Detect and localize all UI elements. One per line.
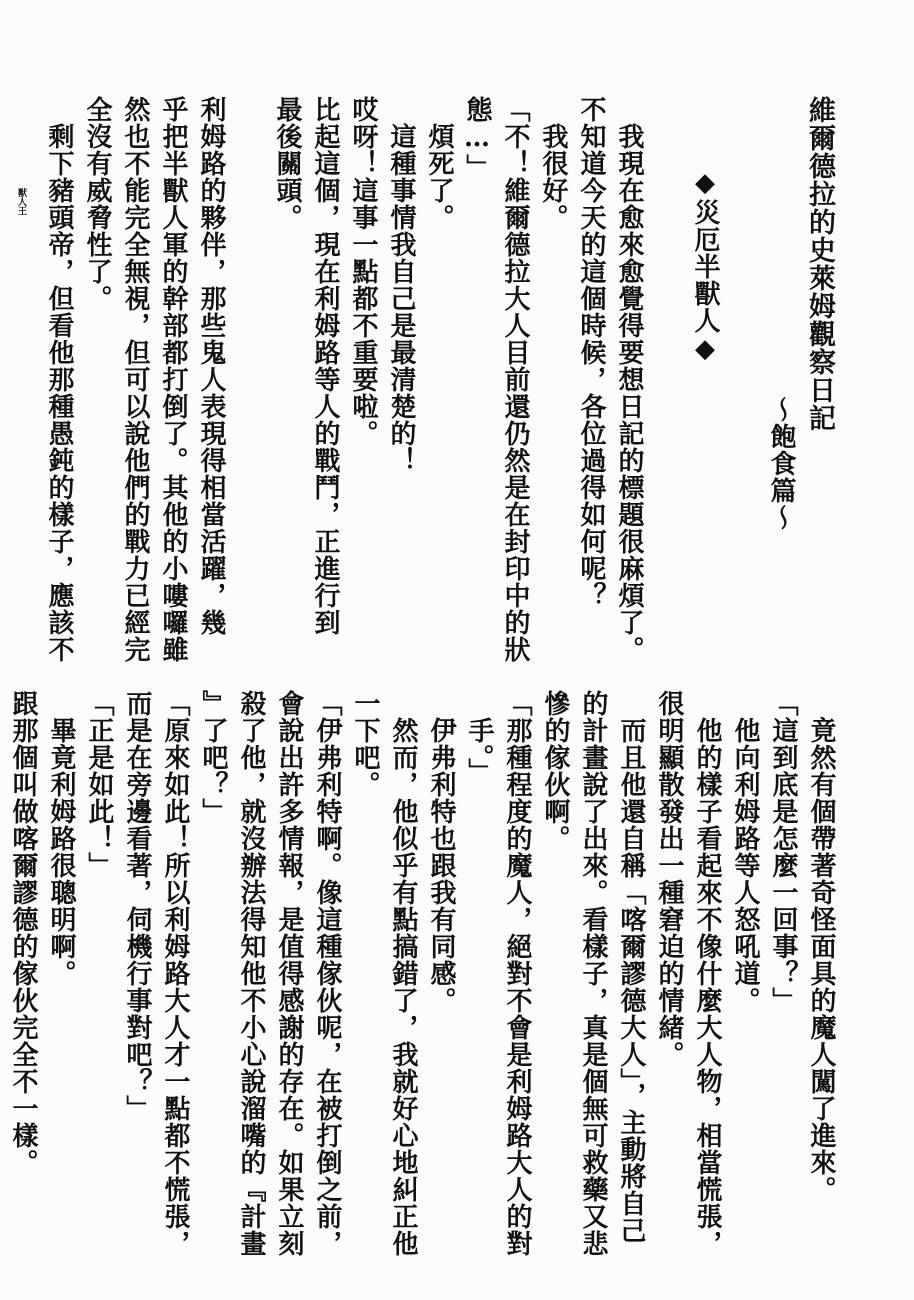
text-line: 伊弗利特也跟我有同感。: [426, 717, 456, 1015]
text-line: 最後關頭。: [272, 96, 302, 231]
text-line: 的計畫說了出來。看樣子，真是個無可救藥又悲: [578, 690, 608, 1257]
spacer: [230, 96, 268, 656]
text-line: 剩下豬頭帝，但看他那種愚鈍的樣子，應該不: [44, 123, 74, 664]
text-line: 一下吧。: [350, 690, 380, 798]
text-line: 「正是如此！」: [84, 690, 114, 879]
text-line: 畢竟利姆路很聰明啊。: [46, 717, 76, 988]
text-line: 跟那個叫做喀爾謬德的傢伙完全不一樣。: [8, 690, 38, 1176]
text-line: 而是在旁邊看著，伺機行事對吧？」: [122, 690, 152, 1122]
text-line: 我很好。: [538, 123, 568, 232]
text-line: 比起這個，現在利姆路等人的戰鬥，正進行到: [310, 96, 340, 636]
text-line: 慘的傢伙啊。: [540, 690, 570, 852]
text-line: 「這到底是怎麼一回事？」: [768, 690, 798, 1014]
text-line: 』了吧？」: [198, 690, 228, 825]
text-line: 利姆路的夥伴，那些鬼人表現得相當活躍，幾: [196, 96, 226, 636]
chapter-heading: ◆災厄半獸人◆: [690, 168, 720, 365]
upper-text-block: [0, 96, 838, 664]
text-line: 然而，他似乎有點搞錯了，我就好心地糾正他: [388, 717, 418, 1258]
lower-text-block: [0, 690, 840, 1258]
text-line: 他向利姆路等人怒吼道。: [730, 717, 760, 1015]
ruby-annotation: 獸人王: [16, 188, 26, 215]
text-line: 會說出許多情報，是值得感謝的存在。如果立刻: [274, 690, 304, 1257]
text-line: [0, 690, 4, 1210]
text-line: 我現在愈來愈覺得要想日記的標題很麻煩了。: [614, 123, 644, 664]
text-line: 全沒有威脅性了。: [82, 96, 112, 312]
text-line: 乎把半獸人軍的幹部都打倒了。其他的小嘍囉雖: [158, 96, 188, 663]
text-line: 殺了他，就沒辦法得知他不小心說溜嘴的『計畫: [236, 690, 266, 1257]
text-line: 手。」: [464, 717, 494, 786]
text-line: 煩死了。: [424, 123, 454, 232]
text-line: 竟然有個帶著奇怪面具的魔人闖了進來。: [806, 717, 836, 1204]
text-line: 「原來如此！所以利姆路大人才一點都不慌張，: [160, 690, 190, 1257]
text-line: 「不！維爾德拉大人目前還仍然是在封印中的狀: [500, 96, 530, 663]
text-line: 哎呀！這事一點都不重要啦。: [348, 96, 378, 447]
column-title: 維爾德拉的史萊姆觀察日記: [804, 96, 835, 432]
spacer: [648, 96, 686, 656]
spacer: [724, 96, 762, 656]
text-line: 「伊弗利特啊。像這種傢伙呢，在被打倒之前，: [312, 690, 342, 1257]
text-line: 他的樣子看起來不像什麼大人物，相當慌張，: [692, 717, 722, 1258]
column-subtitle: ～飽食篇～: [766, 396, 796, 531]
text-line: 不知道今天的這個時候，各位過得如何呢？: [576, 96, 606, 609]
text-line: 很明顯散發出一種窘迫的情緒。: [654, 690, 684, 1068]
text-line: 態…」: [462, 96, 492, 181]
text-line: 然也不能完全無視，但可以說他們的戰力已經完: [120, 96, 150, 663]
text-line: [0, 96, 2, 656]
text-line: 而且他還自稱「喀爾謬德大人」，主動將自己: [616, 717, 646, 1245]
text-line: 「那種程度的魔人，絕對不會是利姆路大人的對: [502, 690, 532, 1257]
text-line: 這種事情我自己是最清楚的！: [386, 123, 416, 475]
